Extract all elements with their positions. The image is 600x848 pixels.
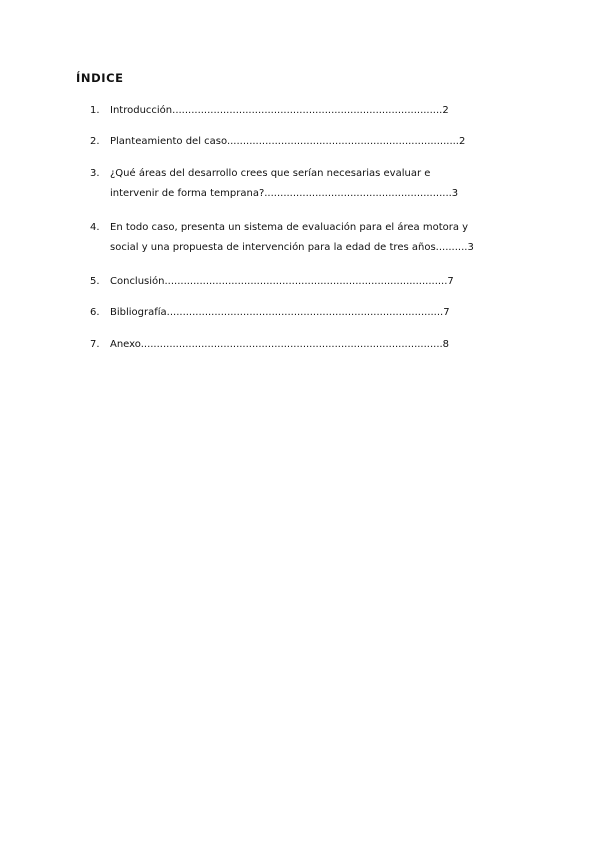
toc-entry-4 [90, 218, 510, 258]
toc-entry-text [110, 164, 510, 204]
toc-entry-text: Bibliografía.......................................................................................7 [110, 307, 450, 318]
toc-entry-number: 5. [90, 276, 100, 287]
index-title: ÍNDICE [76, 71, 124, 85]
toc-entry-number: 6. [90, 307, 100, 318]
toc-entry-line: ¿Qué áreas del desarrollo crees que serían necesarias evaluar e [110, 168, 431, 179]
toc-entry-number: 1. [90, 105, 100, 116]
toc-entry-6 [90, 303, 510, 323]
toc-entry-text: Introducción.....................................................................................2 [110, 105, 449, 116]
toc-entry-text [110, 218, 510, 258]
toc-entry-5 [90, 272, 510, 292]
toc-entry-text: Anexo...............................................................................................8 [110, 339, 450, 350]
toc-entry-number: 4. [90, 222, 100, 233]
toc-entry-3 [90, 164, 510, 204]
toc-entry-number: 3. [90, 168, 100, 179]
toc-entry-text: Planteamiento del caso.........................................................................2 [110, 136, 466, 147]
toc-entry-text: Conclusión.........................................................................................7 [110, 276, 454, 287]
toc-entry-line: En todo caso, presenta un sistema de evaluación para el área motora y [110, 222, 469, 233]
toc-entry-line: intervenir de forma temprana?...........................................................3 [110, 188, 459, 199]
toc-entry-number: 2. [90, 136, 100, 147]
toc-entry-line: social y una propuesta de intervención para la edad de tres años..........3 [110, 242, 474, 253]
toc-entry-2 [90, 132, 510, 152]
toc-entry-1 [90, 101, 510, 121]
toc-entry-7 [90, 335, 510, 355]
toc-entry-number: 7. [90, 339, 100, 350]
